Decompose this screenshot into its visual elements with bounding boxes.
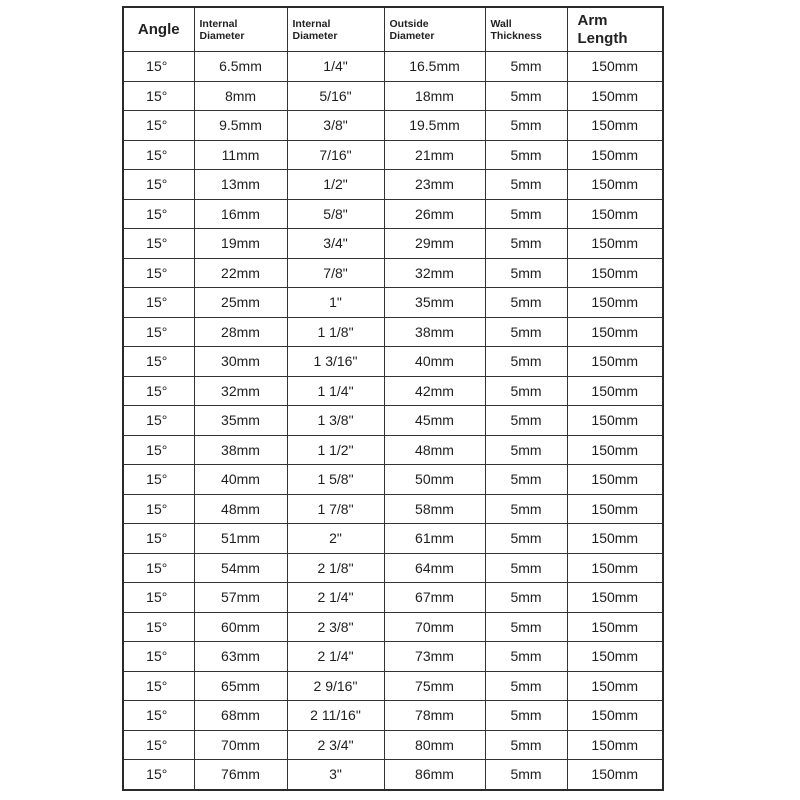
internal-diameter-mm-cell: 65mm [194, 671, 287, 701]
internal-diameter-mm-cell: 16mm [194, 199, 287, 229]
arm-length-cell: 150mm [567, 583, 663, 613]
angle-cell: 15° [123, 52, 194, 82]
header-line1: Internal [292, 17, 331, 30]
outside-diameter-cell: 42mm [384, 376, 485, 406]
internal-diameter-inch-cell: 2 3/4" [287, 730, 384, 760]
internal-diameter-inch-cell: 1 5/8" [287, 465, 384, 495]
outside-diameter-cell: 75mm [384, 671, 485, 701]
internal-diameter-mm-cell: 51mm [194, 524, 287, 554]
wall-thickness-cell: 5mm [485, 347, 567, 377]
internal-diameter-mm-cell: 76mm [194, 760, 287, 790]
arm-length-cell: 150mm [567, 140, 663, 170]
wall-thickness-cell: 5mm [485, 111, 567, 141]
internal-diameter-inch-cell: 1 3/8" [287, 406, 384, 436]
angle-cell: 15° [123, 376, 194, 406]
internal-diameter-mm-cell: 40mm [194, 465, 287, 495]
arm-length-cell: 150mm [567, 465, 663, 495]
internal-diameter-mm-cell: 35mm [194, 406, 287, 436]
arm-length-cell: 150mm [567, 612, 663, 642]
table-row [123, 81, 663, 111]
internal-diameter-mm-cell: 22mm [194, 258, 287, 288]
wall-thickness-cell: 5mm [485, 52, 567, 82]
table-row [123, 435, 663, 465]
wall-thickness-cell: 5mm [485, 258, 567, 288]
outside-diameter-cell: 50mm [384, 465, 485, 495]
outside-diameter-cell: 61mm [384, 524, 485, 554]
internal-diameter-mm-cell: 70mm [194, 730, 287, 760]
angle-cell: 15° [123, 347, 194, 377]
angle-cell: 15° [123, 111, 194, 141]
internal-diameter-mm-cell: 11mm [194, 140, 287, 170]
outside-diameter-cell: 78mm [384, 701, 485, 731]
arm-length-cell: 150mm [567, 760, 663, 790]
internal-diameter-mm-cell: 13mm [194, 170, 287, 200]
wall-thickness-cell: 5mm [485, 229, 567, 259]
table-row [123, 229, 663, 259]
outside-diameter-cell: 38mm [384, 317, 485, 347]
table-row [123, 524, 663, 554]
internal-diameter-inch-cell: 1 1/8" [287, 317, 384, 347]
internal-diameter-inch-cell: 7/16" [287, 140, 384, 170]
table-row [123, 347, 663, 377]
wall-thickness-cell: 5mm [485, 583, 567, 613]
internal-diameter-mm-cell: 68mm [194, 701, 287, 731]
internal-diameter-mm-cell: 28mm [194, 317, 287, 347]
table-row [123, 376, 663, 406]
angle-cell: 15° [123, 317, 194, 347]
header-internal-diameter-mm [194, 7, 287, 52]
outside-diameter-cell: 26mm [384, 199, 485, 229]
arm-length-cell: 150mm [567, 347, 663, 377]
arm-length-cell: 150mm [567, 730, 663, 760]
internal-diameter-inch-cell: 5/16" [287, 81, 384, 111]
internal-diameter-mm-cell: 9.5mm [194, 111, 287, 141]
arm-length-cell: 150mm [567, 81, 663, 111]
angle-cell: 15° [123, 642, 194, 672]
angle-cell: 15° [123, 140, 194, 170]
angle-cell: 15° [123, 701, 194, 731]
wall-thickness-cell: 5mm [485, 671, 567, 701]
outside-diameter-cell: 29mm [384, 229, 485, 259]
table-row [123, 52, 663, 82]
angle-cell: 15° [123, 170, 194, 200]
outside-diameter-cell: 19.5mm [384, 111, 485, 141]
internal-diameter-mm-cell: 8mm [194, 81, 287, 111]
wall-thickness-cell: 5mm [485, 701, 567, 731]
arm-length-cell: 150mm [567, 288, 663, 318]
header-angle-label: Angle [137, 21, 180, 38]
outside-diameter-cell: 32mm [384, 258, 485, 288]
wall-thickness-cell: 5mm [485, 612, 567, 642]
outside-diameter-cell: 58mm [384, 494, 485, 524]
internal-diameter-mm-cell: 63mm [194, 642, 287, 672]
table-row [123, 671, 663, 701]
table-row [123, 642, 663, 672]
wall-thickness-cell: 5mm [485, 288, 567, 318]
header-line2: Thickness [490, 29, 542, 42]
outside-diameter-cell: 21mm [384, 140, 485, 170]
wall-thickness-cell: 5mm [485, 317, 567, 347]
table-row [123, 760, 663, 790]
arm-length-cell: 150mm [567, 494, 663, 524]
header-internal-diameter-inch [287, 7, 384, 52]
table-row [123, 199, 663, 229]
header-line2: Diameter [199, 29, 245, 42]
wall-thickness-cell: 5mm [485, 642, 567, 672]
table-row [123, 258, 663, 288]
arm-length-cell: 150mm [567, 229, 663, 259]
internal-diameter-mm-cell: 25mm [194, 288, 287, 318]
angle-cell: 15° [123, 199, 194, 229]
internal-diameter-inch-cell: 3/8" [287, 111, 384, 141]
arm-length-cell: 150mm [567, 317, 663, 347]
internal-diameter-inch-cell: 5/8" [287, 199, 384, 229]
outside-diameter-cell: 73mm [384, 642, 485, 672]
wall-thickness-cell: 5mm [485, 81, 567, 111]
internal-diameter-mm-cell: 32mm [194, 376, 287, 406]
table-row [123, 170, 663, 200]
internal-diameter-mm-cell: 30mm [194, 347, 287, 377]
arm-length-cell: 150mm [567, 258, 663, 288]
header-line1: Internal [199, 17, 238, 30]
outside-diameter-cell: 23mm [384, 170, 485, 200]
internal-diameter-inch-cell: 2 1/4" [287, 583, 384, 613]
internal-diameter-inch-cell: 1 7/8" [287, 494, 384, 524]
internal-diameter-inch-cell: 2" [287, 524, 384, 554]
internal-diameter-inch-cell: 1 1/2" [287, 435, 384, 465]
arm-length-cell: 150mm [567, 376, 663, 406]
wall-thickness-cell: 5mm [485, 524, 567, 554]
angle-cell: 15° [123, 81, 194, 111]
angle-cell: 15° [123, 258, 194, 288]
angle-cell: 15° [123, 583, 194, 613]
arm-length-cell: 150mm [567, 111, 663, 141]
internal-diameter-inch-cell: 1" [287, 288, 384, 318]
arm-length-cell: 150mm [567, 524, 663, 554]
arm-length-cell: 150mm [567, 170, 663, 200]
internal-diameter-inch-cell: 2 9/16" [287, 671, 384, 701]
angle-cell: 15° [123, 406, 194, 436]
internal-diameter-inch-cell: 2 1/4" [287, 642, 384, 672]
table-row [123, 288, 663, 318]
header-line2: Diameter [292, 29, 338, 42]
internal-diameter-inch-cell: 3/4" [287, 229, 384, 259]
arm-length-cell: 150mm [567, 406, 663, 436]
header-line2: Length [577, 29, 628, 47]
outside-diameter-cell: 80mm [384, 730, 485, 760]
wall-thickness-cell: 5mm [485, 170, 567, 200]
arm-length-cell: 150mm [567, 199, 663, 229]
angle-cell: 15° [123, 671, 194, 701]
arm-length-cell: 150mm [567, 435, 663, 465]
header-outside-diameter [384, 7, 485, 52]
header-line1: Wall [490, 17, 512, 30]
internal-diameter-inch-cell: 2 11/16" [287, 701, 384, 731]
wall-thickness-cell: 5mm [485, 730, 567, 760]
table-row [123, 701, 663, 731]
table-row [123, 111, 663, 141]
table-row [123, 583, 663, 613]
wall-thickness-cell: 5mm [485, 376, 567, 406]
outside-diameter-cell: 40mm [384, 347, 485, 377]
internal-diameter-mm-cell: 57mm [194, 583, 287, 613]
pipe-spec-table [122, 6, 664, 791]
internal-diameter-mm-cell: 48mm [194, 494, 287, 524]
angle-cell: 15° [123, 494, 194, 524]
outside-diameter-cell: 16.5mm [384, 52, 485, 82]
arm-length-cell: 150mm [567, 52, 663, 82]
header-wall-thickness [485, 7, 567, 52]
header-line1: Outside [389, 17, 429, 30]
arm-length-cell: 150mm [567, 642, 663, 672]
arm-length-cell: 150mm [567, 671, 663, 701]
angle-cell: 15° [123, 524, 194, 554]
outside-diameter-cell: 86mm [384, 760, 485, 790]
angle-cell: 15° [123, 553, 194, 583]
header-angle [123, 7, 194, 52]
angle-cell: 15° [123, 760, 194, 790]
internal-diameter-inch-cell: 3" [287, 760, 384, 790]
wall-thickness-cell: 5mm [485, 465, 567, 495]
outside-diameter-cell: 48mm [384, 435, 485, 465]
outside-diameter-cell: 67mm [384, 583, 485, 613]
table-header [123, 7, 663, 52]
header-line1: Arm [577, 11, 608, 29]
header-row [123, 7, 663, 52]
wall-thickness-cell: 5mm [485, 406, 567, 436]
internal-diameter-mm-cell: 54mm [194, 553, 287, 583]
outside-diameter-cell: 18mm [384, 81, 485, 111]
wall-thickness-cell: 5mm [485, 760, 567, 790]
table-body [123, 52, 663, 790]
internal-diameter-inch-cell: 7/8" [287, 258, 384, 288]
internal-diameter-inch-cell: 2 1/8" [287, 553, 384, 583]
table-row [123, 140, 663, 170]
internal-diameter-inch-cell: 1 1/4" [287, 376, 384, 406]
table-row [123, 494, 663, 524]
table-row [123, 317, 663, 347]
arm-length-cell: 150mm [567, 553, 663, 583]
internal-diameter-mm-cell: 60mm [194, 612, 287, 642]
wall-thickness-cell: 5mm [485, 199, 567, 229]
angle-cell: 15° [123, 612, 194, 642]
wall-thickness-cell: 5mm [485, 494, 567, 524]
header-line2: Diameter [389, 29, 435, 42]
arm-length-cell: 150mm [567, 701, 663, 731]
angle-cell: 15° [123, 730, 194, 760]
table-row [123, 612, 663, 642]
internal-diameter-mm-cell: 6.5mm [194, 52, 287, 82]
angle-cell: 15° [123, 435, 194, 465]
table-row [123, 465, 663, 495]
internal-diameter-mm-cell: 38mm [194, 435, 287, 465]
table-row [123, 553, 663, 583]
header-arm-length [567, 7, 663, 52]
wall-thickness-cell: 5mm [485, 435, 567, 465]
table-row [123, 730, 663, 760]
table-row [123, 406, 663, 436]
internal-diameter-inch-cell: 1/2" [287, 170, 384, 200]
outside-diameter-cell: 64mm [384, 553, 485, 583]
internal-diameter-inch-cell: 1/4" [287, 52, 384, 82]
internal-diameter-mm-cell: 19mm [194, 229, 287, 259]
internal-diameter-inch-cell: 1 3/16" [287, 347, 384, 377]
outside-diameter-cell: 70mm [384, 612, 485, 642]
wall-thickness-cell: 5mm [485, 140, 567, 170]
outside-diameter-cell: 45mm [384, 406, 485, 436]
angle-cell: 15° [123, 465, 194, 495]
angle-cell: 15° [123, 288, 194, 318]
wall-thickness-cell: 5mm [485, 553, 567, 583]
angle-cell: 15° [123, 229, 194, 259]
internal-diameter-inch-cell: 2 3/8" [287, 612, 384, 642]
outside-diameter-cell: 35mm [384, 288, 485, 318]
